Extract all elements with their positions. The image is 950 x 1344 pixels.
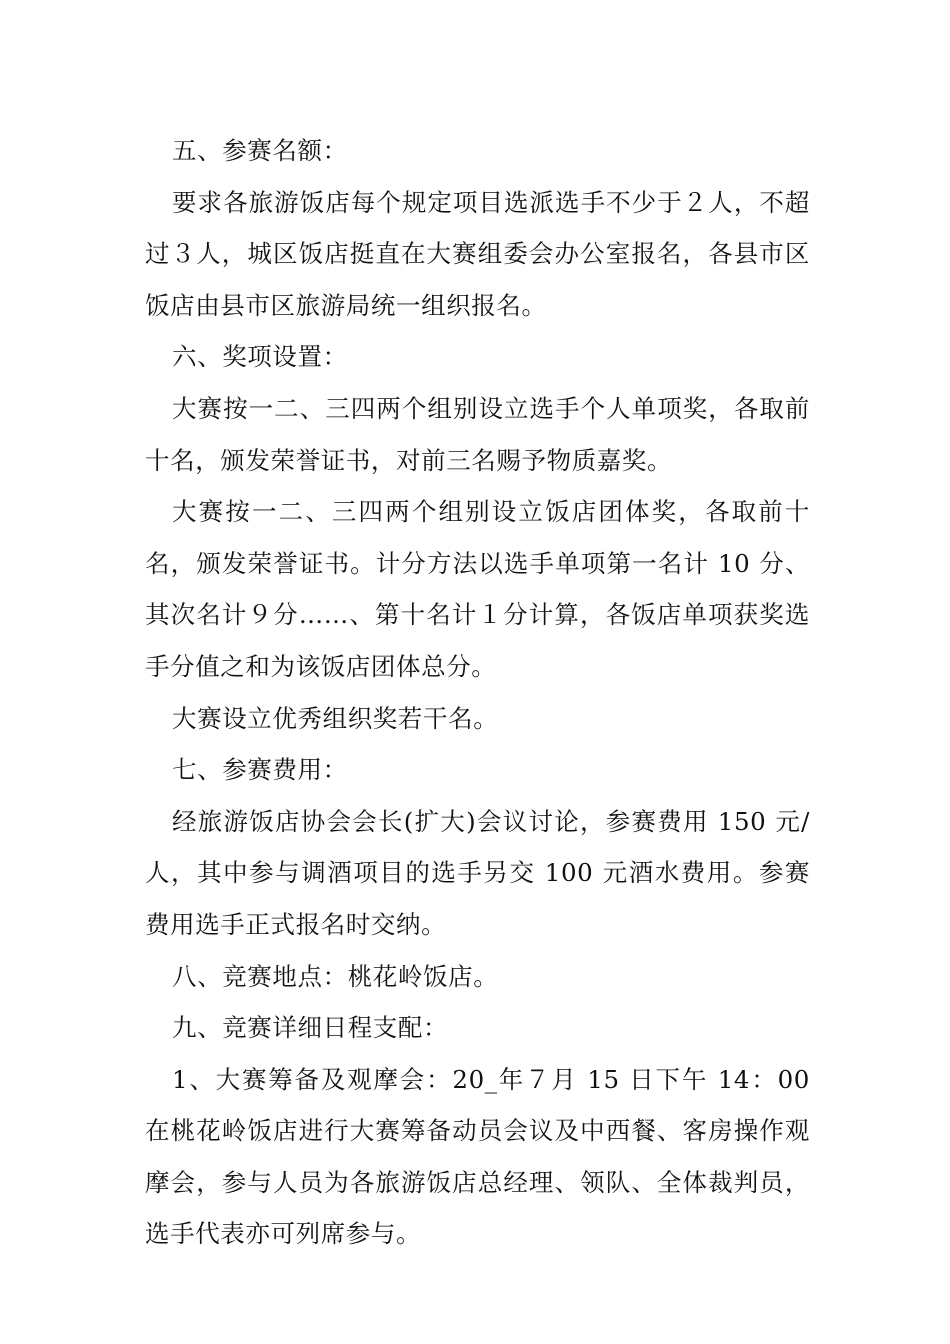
paragraph-individual-awards: 大赛按一二、三四两个组别设立选手个人单项奖，各取前十名，颁发荣誉证书，对前三名赐予物质嘉奖。 [145,393,810,475]
heading-quota: 五、参赛名额： [172,136,348,165]
paragraph-organization-award: 大赛设立优秀组织奖若干名。 [172,703,499,733]
paragraph-schedule-item-1: 1、大赛筹备及观摩会：20_年７月 15 日下午 14：00 在桃花岭饭店进行大赛筹备动员会议及中西餐、客房操作观摩会，参与人员为各旅游饭店总经理、领队、全体裁判员，选手代表亦可列席参与。 [145,1064,810,1249]
document-body [145,125,810,1260]
paragraph-team-awards: 大赛按一二、三四两个组别设立饭店团体奖，各取前十名，颁发荣誉证书。计分方法以选手单项第一名计 10 分、其次名计９分……、第十名计１分计算，各饭店单项获奖选手分值之和为该饭店团体总分。 [145,497,810,681]
paragraph-quota-requirements: 要求各旅游饭店每个规定项目选派选手不少于２人，不超过３人，城区饭店挺直在大赛组委会办公室报名，各县市区饭店由县市区旅游局统一组织报名。 [145,187,810,320]
paragraph-fees: 经旅游饭店协会会长(扩大)会议讨论，参赛费用 150 元/人，其中参与调酒项目的选手另交 100 元酒水费用。参赛费用选手正式报名时交纳。 [145,806,810,939]
heading-fees: 七、参赛费用： [172,755,348,785]
paragraph-venue: 八、竞赛地点：桃花岭饭店。 [172,961,499,991]
heading-schedule: 九、竞赛详细日程支配： [172,1013,449,1043]
heading-awards: 六、奖项设置： [172,342,348,372]
